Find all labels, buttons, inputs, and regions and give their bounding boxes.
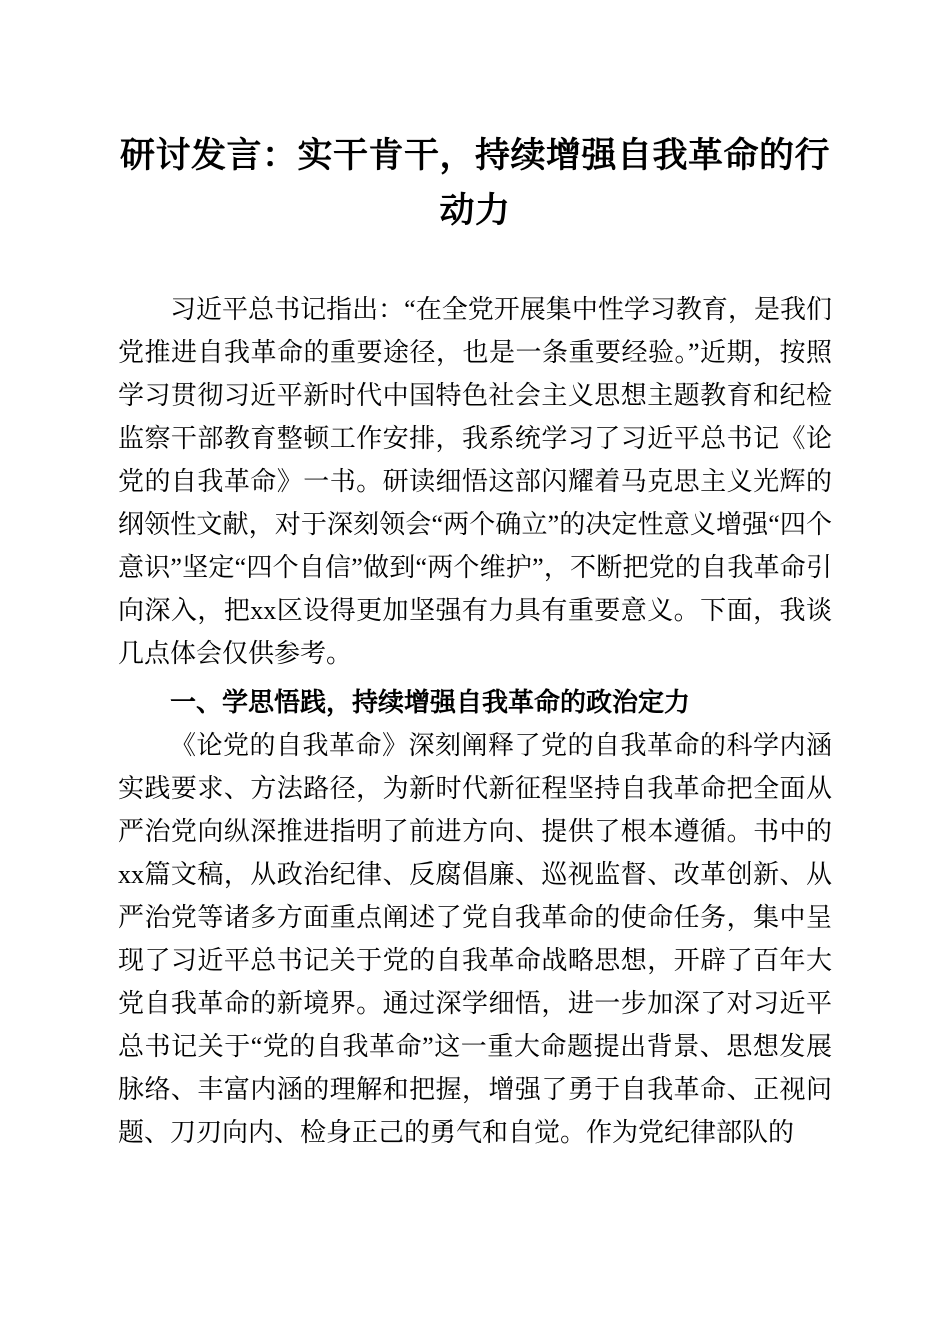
section-1-heading: 一、学思悟践，持续增强自我革命的政治定力	[170, 687, 691, 717]
section-1-paragraph: 《论党的自我革命》深刻阐释了党的自我革命的科学内涵实践要求、方法路径，为新时代新征程坚持自我革命把全面从严治党向纵深推进指明了前进方向、提供了根本遵循。书中的xx篇文稿，从政治纪律、反腐倡廉、巡视监督、改革创新、从严治党等诸多方面重点阐述了党自我革命的使命任务，集中呈现了习近平总书记关于党的自我革命战略思想，开辟了百年大党自我革命的新境界。通过深学细悟，进一步加深了对习近平总书记关于“党的自我革命”这一重大命题提出背景、思想发展脉络、丰富内涵的理解和把握，增强了勇于自我革命、正视问题、刀刃向内、检身正己的勇气和自觉。作为党纪律部队的	[118, 731, 832, 1147]
page-title: 研讨发言：实干肯干，持续增强自我革命的行动力	[119, 136, 830, 230]
intro-paragraph: 习近平总书记指出：“在全党开展集中性学习教育，是我们党推进自我革命的重要途径，也是一条重要经验。”近期，按照学习贯彻习近平新时代中国特色社会主义思想主题教育和纪检监察干部教育整顿工作安排，我系统学习了习近平总书记《论党的自我革命》一书。研读细悟这部闪耀着马克思主义光辉的纲领性文献，对于深刻领会“两个确立”的决定性意义增强“四个意识”坚定“四个自信”做到“两个维护”，不断把党的自我革命引向深入，把xx区设得更加坚强有力具有重要意义。下面，我谈几点体会仅供参考。	[118, 295, 832, 668]
